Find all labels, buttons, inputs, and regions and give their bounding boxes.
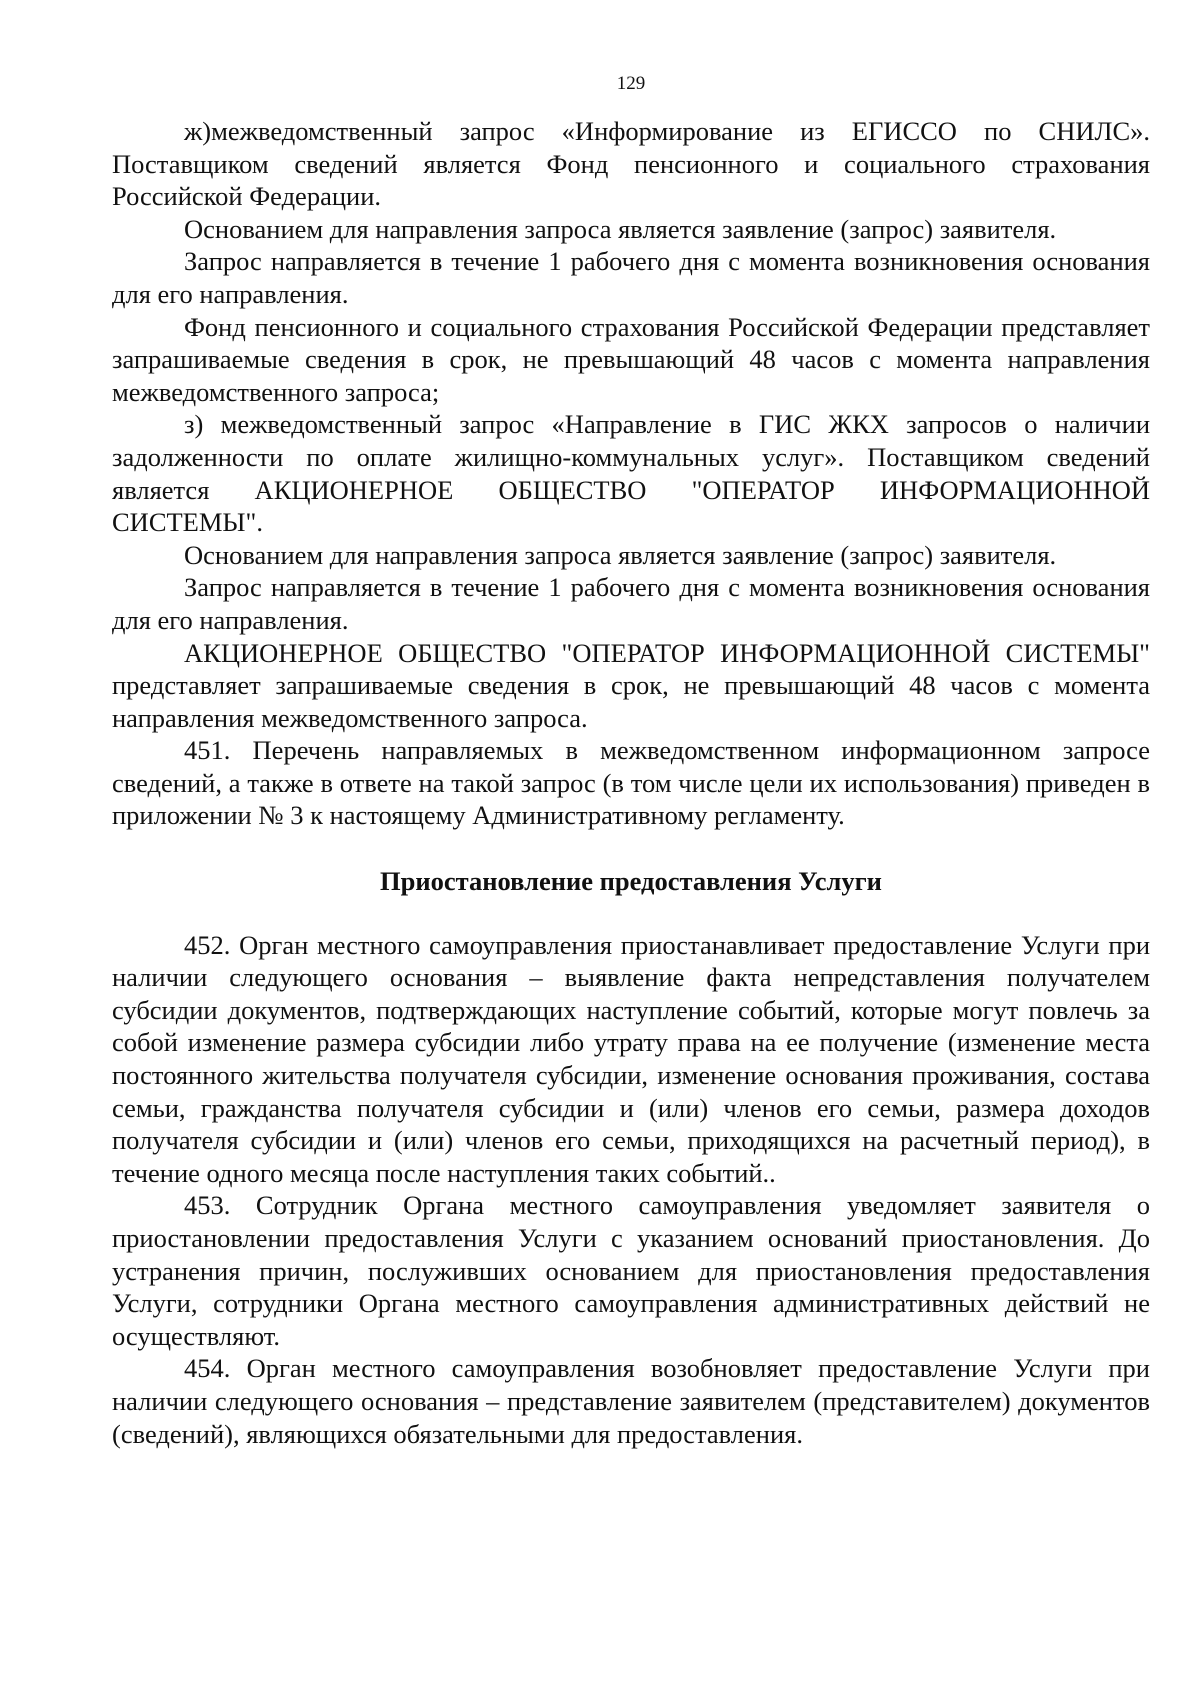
page-number: 129 <box>616 73 646 94</box>
paragraph-egisso-request: ж)межведомственный запрос «Информирование из ЕГИССО по СНИЛС». Поставщиком сведений является Фонд пенсионного и социального страхования Российской Федерации. <box>112 116 1150 212</box>
paragraph-454: 454. Орган местного самоуправления возобновляет предоставление Услуги при наличии следующего основания – представление заявителем (представителем) документов (сведений), являющихся обязательными для предоставления. <box>112 1353 1150 1449</box>
paragraph-sfr-response-time: Фонд пенсионного и социального страхования Российской Федерации представляет запрашиваемые сведения в срок, не превышающий 48 часов с момента направления межведомственного запроса; <box>112 311 1150 407</box>
paragraph-gis-zhkh-request: з) межведомственный запрос «Направление в ГИС ЖКХ запросов о наличии задолженности по оплате жилищно-коммунальных услуг». Поставщиком сведений является АКЦИОНЕРНОЕ ОБЩЕСТВО "ОПЕРАТОР ИНФОРМАЦИОННОЙ СИСТЕМЫ". <box>112 409 1150 538</box>
paragraph-453: 453. Сотрудник Органа местного самоуправления уведомляет заявителя о приостановлении предоставления Услуги с указанием оснований приостановления. До устранения причин, послуживших основанием для приостановления предоставления Услуги, сотрудники Органа местного самоуправления административных действий не осуществляют. <box>112 1190 1150 1351</box>
paragraph-request-basis-2: Основанием для направления запроса является заявление (запрос) заявителя. <box>184 539 1057 570</box>
paragraph-request-basis: Основанием для направления запроса является заявление (запрос) заявителя. <box>184 213 1057 244</box>
paragraph-request-timing-2: Запрос направляется в течение 1 рабочего дня с момента возникновения основания для его направления. <box>112 572 1150 635</box>
paragraph-operator-response-time: АКЦИОНЕРНОЕ ОБЩЕСТВО "ОПЕРАТОР ИНФОРМАЦИОННОЙ СИСТЕМЫ" представляет запрашиваемые сведения в срок, не превышающий 48 часов с момента направления межведомственного запроса. <box>112 637 1150 733</box>
paragraph-request-timing: Запрос направляется в течение 1 рабочего дня с момента возникновения основания для его направления. <box>112 246 1150 309</box>
section-heading: Приостановление предоставления Услуги <box>380 866 882 897</box>
paragraph-451: 451. Перечень направляемых в межведомственном информационном запросе сведений, а также в ответе на такой запрос (в том числе цели их использования) приведен в приложении № 3 к настоящему Административному регламенту. <box>112 735 1150 831</box>
paragraph-452: 452. Орган местного самоуправления приостанавливает предоставление Услуги при наличии следующего основания – выявление факта непредставления получателем субсидии документов, подтверждающих наступление событий, которые могут повлечь за собой изменение размера субсидии либо утрату права на ее получение (изменение места постоянного жительства получателя субсидии, изменение основания проживания, состава семьи, гражданства получателя субсидии и (или) членов его семьи, размера доходов получателя субсидии и (или) членов его семьи, приходящихся на расчетный период), в течение одного месяца после наступления таких событий.. <box>112 929 1150 1188</box>
